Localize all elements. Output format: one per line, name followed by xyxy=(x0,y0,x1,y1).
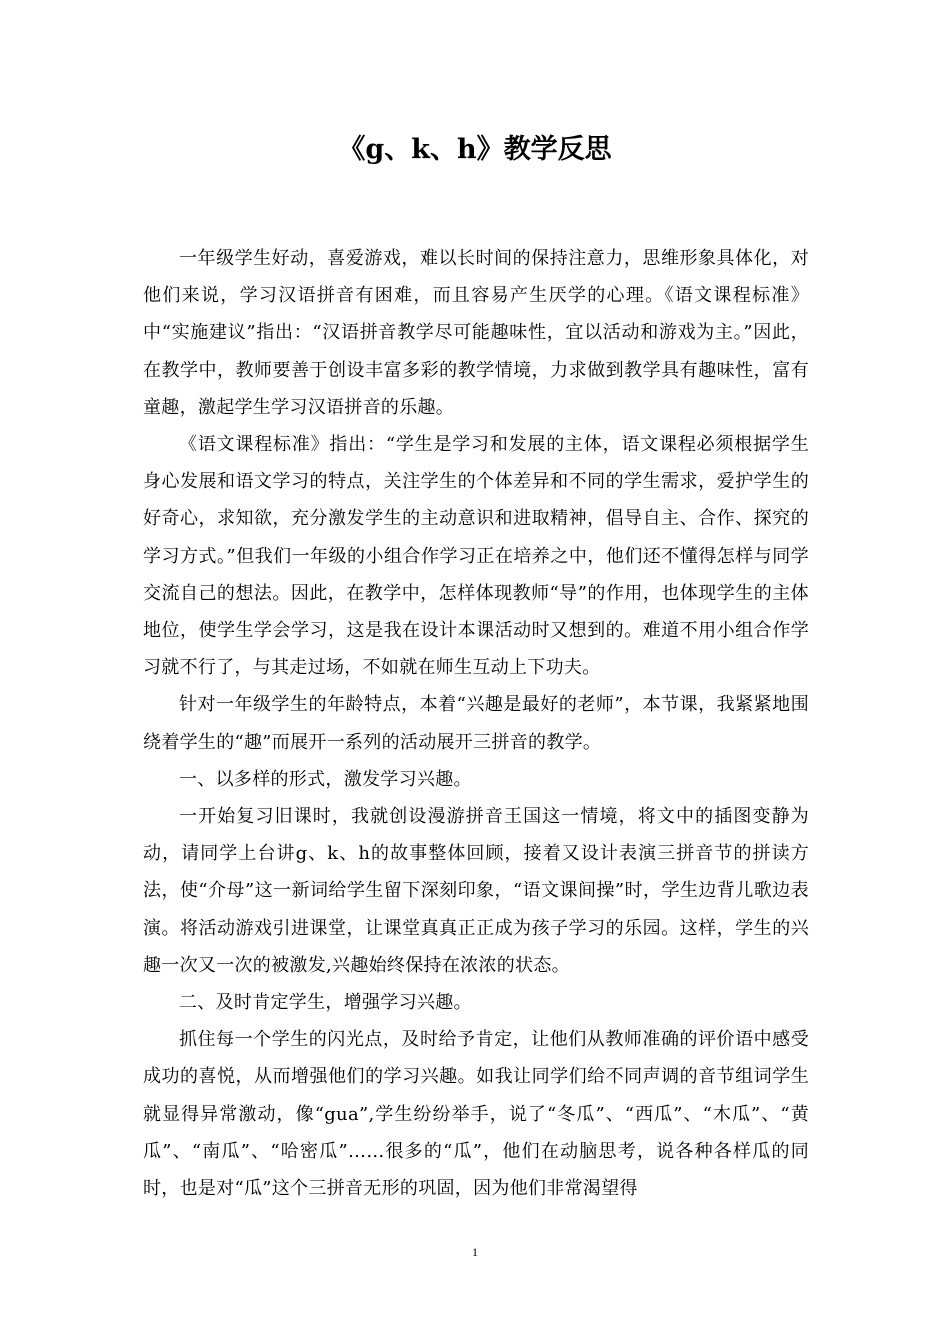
paragraph-1: 一年级学生好动，喜爱游戏，难以长时间的保持注意力，思维形象具体化，对他们来说，学习汉语拼音有困难，而且容易产生厌学的心理。《语文课程标准》中“实施建议”指出：“汉语拼音教学尽可能趣味性，宜以活动和游戏为主。”因此，在教学中，教师要善于创设丰富多彩的教学情境，力求做到教学具有趣味性，富有童趣，激起学生学习汉语拼音的乐趣。 xyxy=(143,248,809,418)
section-heading-1: 一、以多样的形式，激发学习兴趣。 xyxy=(179,768,472,790)
paragraph-3: 针对一年级学生的年龄特点，本着“兴趣是最好的老师”，本节课，我紧紧地围绕着学生的“趣”而展开一系列的活动展开三拼音的教学。 xyxy=(143,694,809,753)
document-title: 《g、k、h》教学反思 xyxy=(338,134,612,165)
document-body xyxy=(143,240,809,1207)
paragraph-4: 一开始复习旧课时，我就创设漫游拼音王国这一情境，将文中的插图变静为动，请同学上台讲g、k、h的故事整体回顾，接着又设计表演三拼音节的拼读方法，使“介母”这一新词给学生留下深刻印象，“语文课间操”时，学生边背儿歌边表演。将活动游戏引进课堂，让课堂真真正正成为孩子学习的乐园。这样，学生的兴趣一次又一次的被激发,兴趣始终保持在浓浓的状态。 xyxy=(143,806,809,976)
paragraph-5: 抓住每一个学生的闪光点，及时给予肯定，让他们从教师准确的评价语中感受成功的喜悦，从而增强他们的学习兴趣。如我让同学们给不同声调的音节组词学生就显得异常激动，像“gua”,学生纷纷举手，说了“冬瓜”、“西瓜”、“木瓜”、“黄瓜”、“南瓜”、“哈密瓜”……很多的“瓜”，他们在动脑思考，说各种各样瓜的同时，也是对“瓜”这个三拼音无形的巩固，因为他们非常渴望得 xyxy=(143,1029,809,1200)
paragraph-2: 《语文课程标准》指出：“学生是学习和发展的主体，语文课程必须根据学生身心发展和语文学习的特点，关注学生的个体差异和不同的学生需求，爱护学生的好奇心，求知欲，充分激发学生的主动意识和进取精神，倡导自主、合作、探究的学习方式。”但我们一年级的小组合作学习正在培养之中，他们还不懂得怎样与同学交流自己的想法。因此，在教学中，怎样体现教师“导”的作用，也体现学生的主体地位，使学生学会学习，这是我在设计本课活动时又想到的。难道不用小组合作学习就不行了，与其走过场，不如就在师生互动上下功夫。 xyxy=(143,434,809,679)
page-number: 1 xyxy=(472,1245,478,1259)
section-heading-2: 二、及时肯定学生，增强学习兴趣。 xyxy=(179,992,472,1014)
